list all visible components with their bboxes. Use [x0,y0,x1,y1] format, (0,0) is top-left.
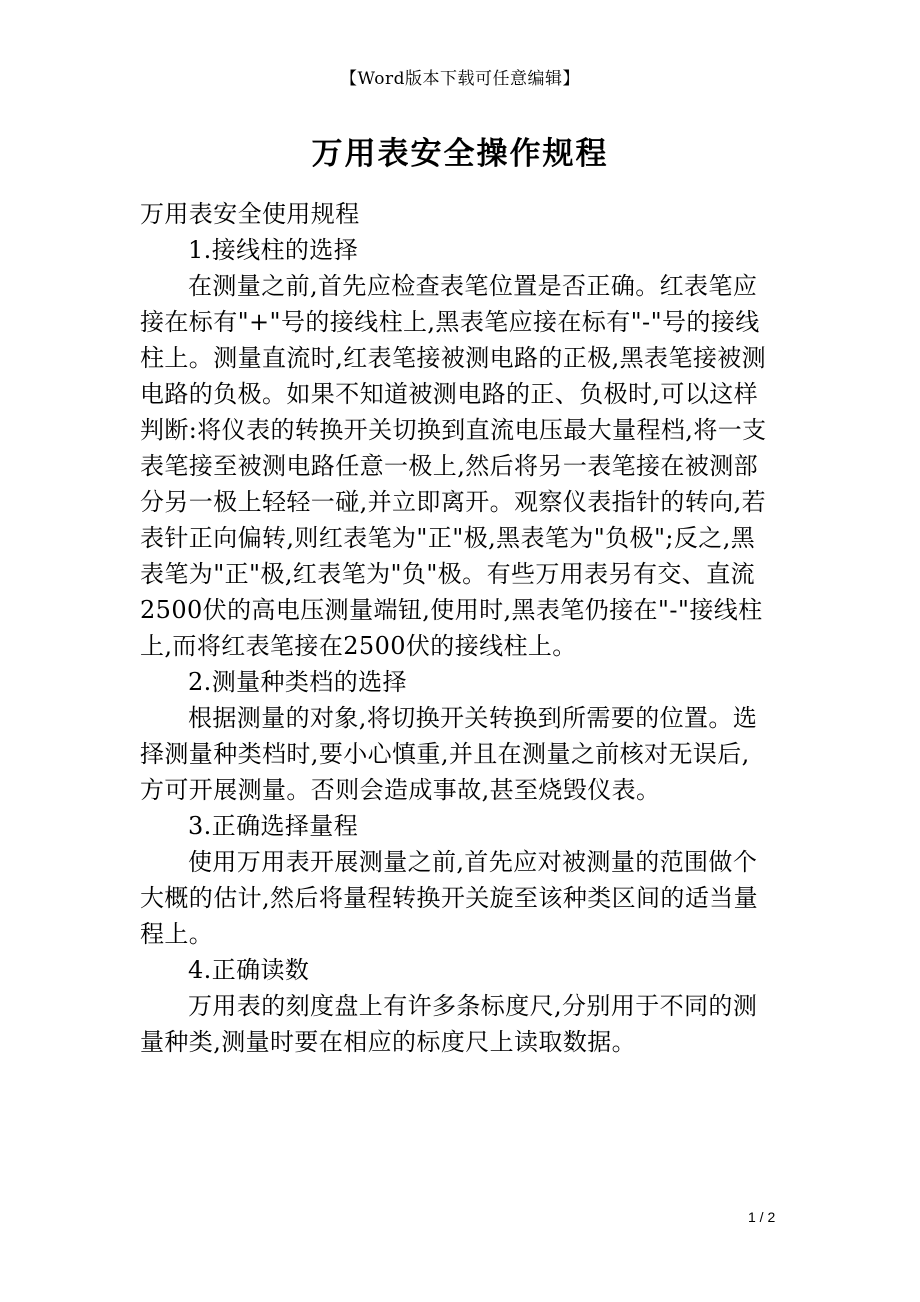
text-line: 万用表的刻度盘上有许多条标度尺,分别用于不同的测 [188,992,758,1020]
text-line: 判断:将仪表的转换开关切换到直流电压最大量程档,将一支 [140,416,767,444]
text-line: 量种类,测量时要在相应的标度尺上读取数据。 [140,1028,637,1056]
header-note: 【Word版本下载可任意编辑】 [339,69,581,89]
text-line: 表针正向偏转,则红表笔为"正"极,黑表笔为"负极";反之,黑 [140,524,756,552]
text-line: 万用表安全使用规程 [140,200,360,228]
text-line: 分另一极上轻轻一碰,并立即离开。观察仪表指针的转向,若 [140,488,767,516]
text-line: 柱上。测量直流时,红表笔接被测电路的正极,黑表笔接被测 [140,344,767,372]
text-line: 电路的负极。如果不知道被测电路的正、负极时,可以这样 [140,380,759,408]
text-line: 表笔为"正"极,红表笔为"负"极。有些万用表另有交、直流 [140,560,755,588]
text-line: 1.接线柱的选择 [188,236,359,264]
text-line: 4.正确读数 [188,956,310,984]
text-line: 表笔接至被测电路任意一极上,然后将另一表笔接在被测部 [140,452,759,480]
text-line: 3.正确选择量程 [188,812,359,840]
page-number: 1 / 2 [748,1209,776,1225]
text-line: 方可开展测量。否则会造成事故,甚至烧毁仪表。 [140,776,661,804]
text-line: 2.测量种类档的选择 [188,668,407,696]
text-line: 上,而将红表笔接在2500伏的接线柱上。 [140,632,577,660]
text-line: 大概的估计,然后将量程转换开关旋至该种类区间的适当量 [140,884,759,912]
text-line: 使用万用表开展测量之前,首先应对被测量的范围做个 [188,848,758,876]
text-line: 在测量之前,首先应检查表笔位置是否正确。红表笔应 [188,272,758,300]
document-title: 万用表安全操作规程 [311,136,609,172]
text-line: 2500伏的高电压测量端钮,使用时,黑表笔仍接在"-"接线柱 [140,596,763,624]
document-body [140,196,782,1060]
text-line: 择测量种类档时,要小心慎重,并且在测量之前核对无误后, [140,740,750,768]
text-line: 接在标有"+"号的接线柱上,黑表笔应接在标有"-"号的接线 [140,308,760,336]
text-line: 程上。 [140,920,214,948]
text-line: 根据测量的对象,将切换开关转换到所需要的位置。选 [188,704,758,732]
